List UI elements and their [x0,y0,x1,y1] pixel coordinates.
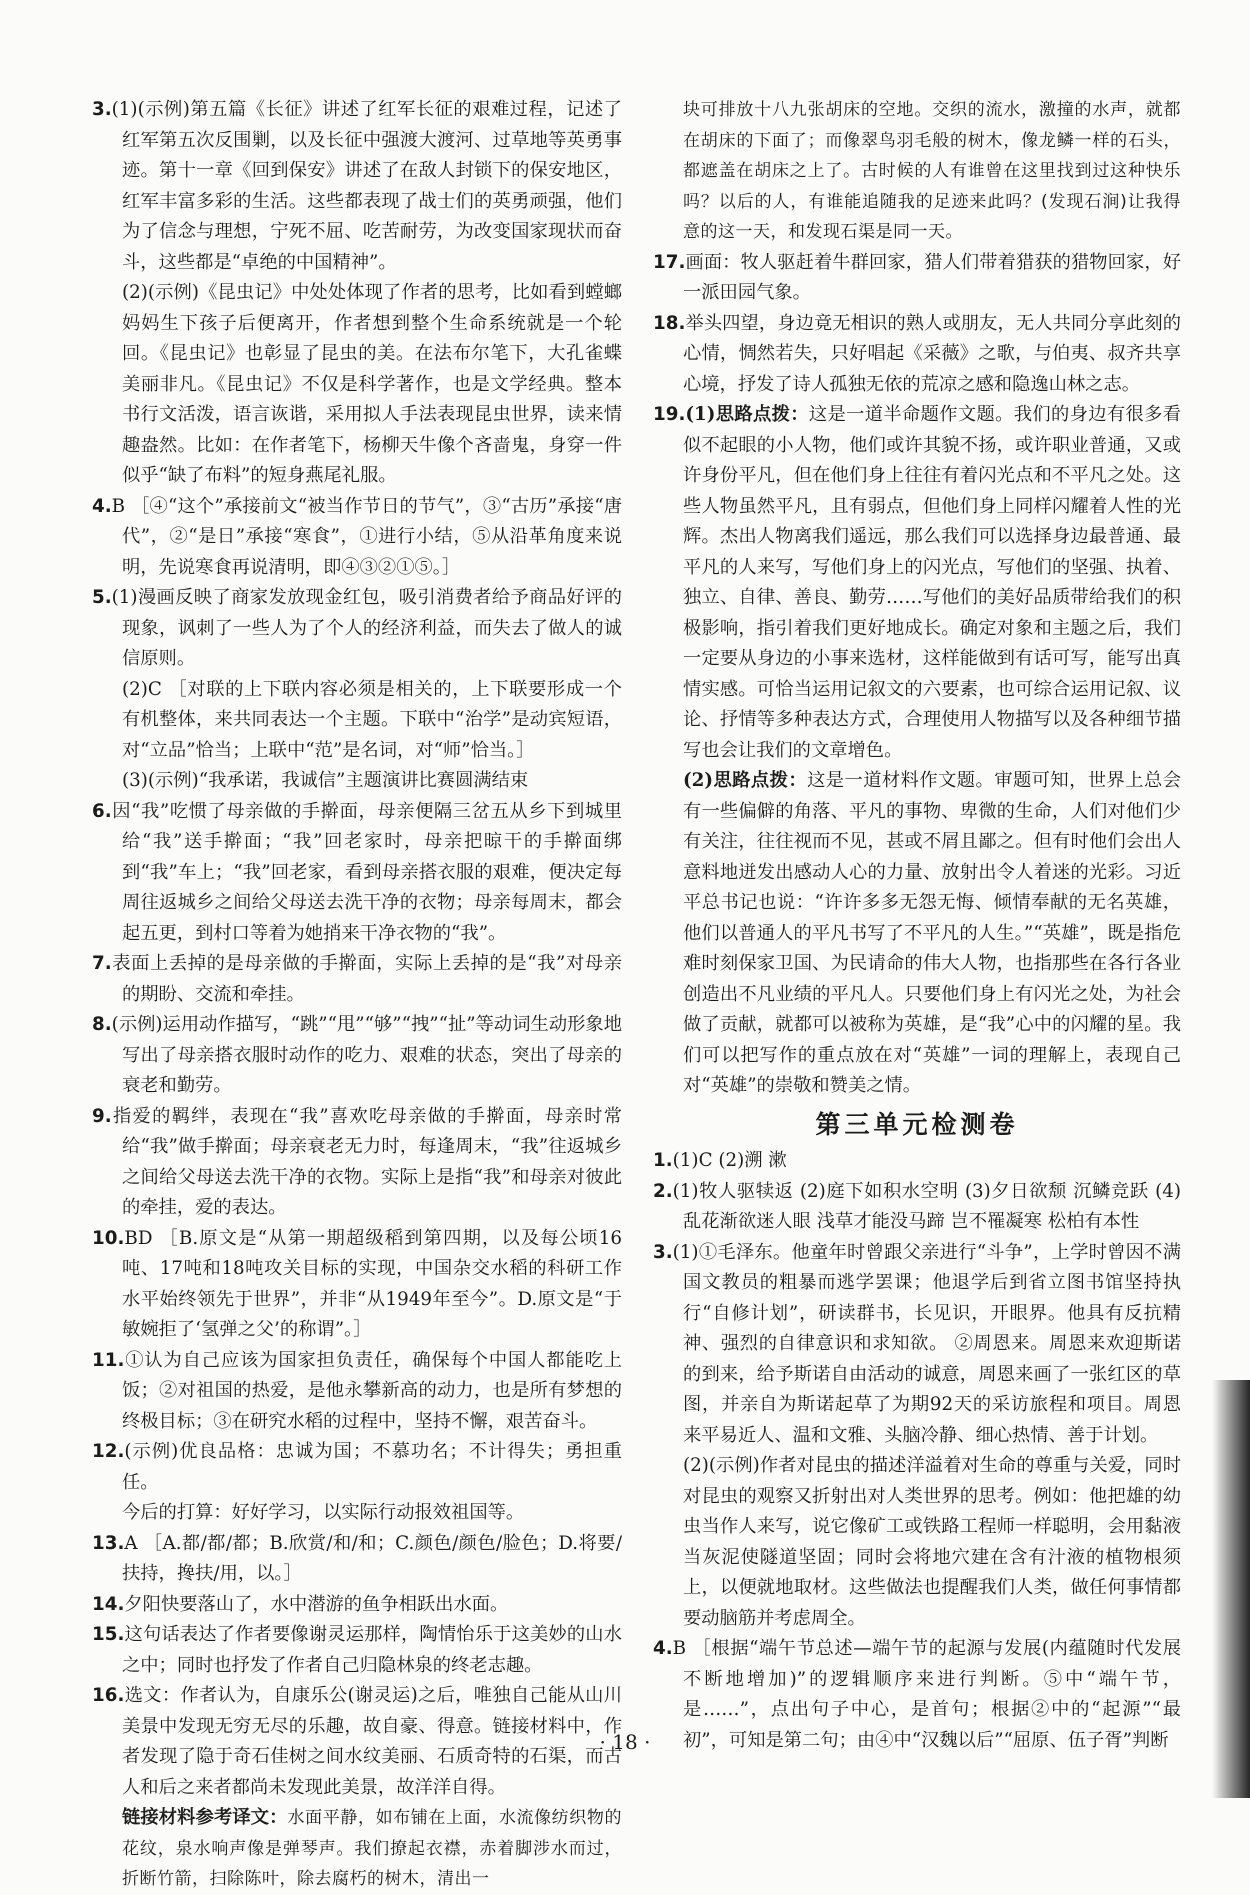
answer-item [653,248,1181,309]
answer-item [92,1346,622,1438]
answer-item [92,766,622,797]
question-number: 4. [653,1638,673,1659]
question-number: 2. [653,1180,673,1202]
translation-text: 块可排放十八九张胡床的空地。交织的流水，激撞的水声，就都在胡床的下面了；而像翠鸟羽毛般的树木，像龙鳞一样的石头，都遮盖在胡床之上了。古时候的人有谁曾在这里找到过这种快乐吗？以后的人，有谁能追随我的足迹来此吗？(发现石涧)让我得意的这一天，和发现石渠是同一天。 [683,100,1181,242]
answer-item [92,797,622,950]
question-number: 1. [653,1150,673,1171]
answer-item [92,492,622,584]
answer-item [653,400,1181,766]
question-number: 11. [92,1349,125,1371]
answer-item [92,1590,622,1621]
answer-text: 选文：作者认为，自康乐公(谢灵运)之后，唯独自己能从山川美景中发现无穷无尽的乐趣，故自豪、得意。链接材料中，作者发现了隐于奇石佳树之间水纹美丽、石质奇特的石渠，而古人和后之来者都尚未发现此美景，故洋洋自得。 [122,1685,622,1798]
answer-text: (1)C (2)溯 漱 [672,1150,787,1171]
answer-text: 指爱的羁绊，表现在“我”喜欢吃母亲做的手擀面，母亲时常给“我”做手擀面；母亲衰老无力时，每逢周末，“我”往返城乡之间给父母送去洗干净的衣物。实际上是指“我”和母亲对彼此的牵挂，爱的表达。 [111,1105,622,1218]
section-title: 第三单元检测卷 [815,1109,1019,1139]
translation-text: 水面平静，如布铺在上面，水流像纺织物的花纹，泉水响声像是弹琴声。我们撩起衣襟，赤着脚涉水而过，折断竹箭，扫除陈叶，除去腐朽的树木，清出一 [122,1808,623,1889]
answer-text: 表面上丢掉的是母亲做的手擀面，实际上丢掉的是“我”对母亲的期盼、交流和牵挂。 [111,953,622,1005]
answer-text: (3)(示例)“我承诺，我诚信”主题演讲比赛圆满结束 [122,770,529,791]
answer-text: (1)(示例)第五篇《长征》讲述了红军长征的艰难过程，记述了红军第五次反围剿，以及长征中强渡大渡河、过草地等英勇事迹。第十一章《回到保安》讲述了在敌人封锁下的保安地区，红军丰富多彩的生活。这些都表现了战士们的英勇顽强，他们为了信念与理想，宁死不屈、吃苦耐劳，为改变国家现状而奋斗，这些都是“卓绝的中国精神”。 [111,99,622,273]
answer-item [92,675,622,767]
answer-text: (2)(示例)《昆虫记》中处处体现了作者的思考，比如看到螳螂妈妈生下孩子后便离开，作者想到整个生命系统就是一个轮回。《昆虫记》也彰显了昆虫的美。在法布尔笔下，大孔雀蝶美丽非凡。《昆虫记》不仅是科学著作，也是文学经典。整本书行文活泼，语言诙谐，采用拟人手法表现昆虫世界，读来情趣盎然。比如：在作者笔下，杨柳天牛像个吝啬鬼，身穿一件似乎“缺了布料”的短身燕尾礼服。 [122,282,622,486]
question-number: 5. [92,587,112,608]
answer-item [92,278,622,492]
question-number: 17. [653,251,686,273]
answer-item [653,1238,1181,1452]
answer-text: 夕阳快要落山了，水中潜游的鱼争相跃出水面。 [124,1593,509,1615]
answer-item [653,95,1181,248]
question-number: 14. [92,1593,125,1615]
answer-item [92,1437,622,1498]
answer-label: (2)思路点拨： [683,770,808,791]
answer-label: 链接材料参考译文： [122,1807,288,1828]
answer-text: 这是一道半命题作文题。我们的身边有很多看似不起眼的小人物，他们或许其貌不扬，或许职业普通，又或许身份平凡，但在他们身上往往有着闪光点和不平凡之处。这些人物虽然平凡，且有弱点，但他们身上同样闪耀着人性的光辉。杰出人物离我们遥远，那么我们可以选择身边最普通、最平凡的人来写，写他们身上的闪光点，写他们的坚强、执着、独立、自律、善良、勤劳……写他们的美好品质带给我们的积极影响，指引着我们更好地成长。确定对象和主题之后，我们一定要从身边的小事来选材，这样能做到有话可写，能写出真情实感。可恰当运用记叙文的六要素，也可综合运用记叙、议论、抒情等多种表达方式，合理使用人物描写以及各种细节描写也会让我们的文章增色。 [683,404,1181,761]
answer-item [653,309,1181,401]
question-number: 8. [92,1014,112,1035]
question-number: 7. [92,953,112,974]
left-column [92,95,622,1895]
answer-item [653,766,1181,1102]
answer-item [92,1498,622,1529]
question-number: 13. [92,1532,125,1554]
answer-item [92,95,622,278]
answer-item [92,1529,622,1590]
answer-item [92,583,622,675]
question-number: 10. [92,1227,125,1249]
answer-text: (1)①毛泽东。他童年时曾跟父亲进行“斗争”，上学时曾因不满国文教员的粗暴而逃学罢课；他退学后到省立图书馆坚持执行“自修计划”，研读群书，长见识，开眼界。他具有反抗精神、强烈的自律意识和求知欲。 ②周恩来。周恩来欢迎斯诺的到来，给予斯诺自由活动的诚意，周恩来画了一张红区的草图，并亲自为斯诺起草了为期92天的采访旅程和项目。周恩来平易近人、温和文雅、头脑冷静、细心热情、善于计划。 [672,1241,1181,1446]
answer-text: 这句话表达了作者要像谢灵运那样，陶情怡乐于这美妙的山水之中；同时也抒发了作者自己归隐林泉的终老志趣。 [122,1624,622,1676]
question-number: 18. [653,312,686,334]
answer-item [653,1146,1181,1177]
answer-item [92,1224,622,1346]
answer-item [92,1102,622,1224]
question-number: 6. [92,800,112,822]
answer-item [92,1010,622,1102]
page-number: · 18 · [599,1730,651,1754]
answer-text: (1)牧人驱犊返 (2)庭下如积水空明 (3)夕日欲颓 沉鳞竞跃 (4)乱花渐欲迷人眼 浅草才能没马蹄 岂不罹凝寒 松柏有本性 [672,1180,1181,1232]
question-number: 4. [92,495,112,517]
answer-text: (示例)运用动作描写，“跳”“甩”“够”“拽”“扯”等动词生动形象地写出了母亲搭衣服时动作的吃力、艰难的状态，突出了母亲的衰老和勤劳。 [111,1014,622,1096]
answer-item [92,949,622,1010]
question-number: 9. [92,1105,112,1127]
answer-text: 因“我”吃惯了母亲做的手擀面，母亲便隔三岔五从乡下到城里给“我”送手擀面；“我”回老家时，母亲把晾干的手擀面绑到“我”车上；“我”回老家，看到母亲搭衣服的艰难，便决定每周往返城乡之间给父母送去洗干净的衣物；母亲每周末，都会起五更，到村口等着为她捎来干净衣物的“我”。 [111,800,622,944]
answer-text: 举头四望，身边竟无相识的熟人或朋友，无人共同分享此刻的心情，惆然若失，只好唱起《采薇》之歌，与伯夷、叔齐共享心境，抒发了诗人孤独无依的荒凉之感和隐逸山林之志。 [683,312,1181,395]
answer-item [653,1177,1181,1238]
question-number: 3. [653,1241,673,1263]
answer-item [92,1620,622,1681]
answer-text: 这是一道材料作文题。审题可知，世界上总会有一些偏僻的角落、平凡的事物、卑微的生命，人们对他们少有关注，往往视而不见，甚或不屑且鄙之。但有时他们会出人意料地迸发出感动人心的力量、放射出令人着迷的光彩。习近平总书记也说：“许许多多无怨无悔、倾情奉献的无名英雄，他们以普通人的平凡书写了不平凡的人生。”“英雄”，既是指危难时刻保家卫国、为民请命的伟大人物，也指那些在各行各业创造出不凡业绩的平凡人。只要他们身上有闪光之处，为社会做了贡献，就都可以被称为英雄，是“我”心中的闪耀的星。我们可以把写作的重点放在对“英雄”一词的理解上，表现自己对“英雄”的崇敬和赞美之情。 [683,770,1181,1096]
question-number: 16. [92,1685,125,1706]
question-number: 3. [92,99,112,120]
answer-item [92,1803,622,1895]
answer-text: B ［④“这个”承接前文“被当作节日的节气”，③“古历”承接“唐代”，②“是日”承接“寒食”，①进行小结，⑤从沿革角度来说明，先说寒食再说清明，即④③②①⑤。］ [111,495,622,578]
answer-text: (2)(示例)作者对昆虫的描述洋溢着对生命的尊重与关爱，同时对昆虫的观察又折射出对人类世界的思考。例如：他把雄的幼虫当作人来写，说它像矿工或铁路工程师一样聪明，会用黏液当灰泥使隧道坚固；同时会将地穴建在含有汁液的植物根须上，以便就地取材。这些做法也提醒我们人类，做任何事情都要动脑筋并考虑周全。 [683,1455,1181,1629]
answer-text: (1)漫画反映了商家发放现金红包，吸引消费者给予商品好评的现象，讽刺了一些人为了个人的经济利益，而失去了做人的诚信原则。 [111,587,622,669]
question-number: 12. [92,1441,125,1462]
answer-text: BD ［B.原文是“从第一期超级稻到第四期，以及每公顷16吨、17吨和18吨攻关目标的实现，中国杂交水稻的科研工作水平始终领先于世界”，并非“从1949年至今”。D.原文是“于敏婉拒了‘氢弹之父’的称谓”。］ [122,1227,622,1340]
answer-item [653,1451,1181,1634]
answer-text: ①认为自己应该为国家担负责任，确保每个中国人都能吃上饭；②对祖国的热爱，是他永攀新高的动力，也是所有梦想的终极目标；③在研究水稻的过程中，坚持不懈，艰苦奋斗。 [122,1349,622,1432]
answer-text: 今后的打算：好好学习，以实际行动报效祖国等。 [122,1502,525,1523]
right-column [653,95,1181,1756]
question-number: 19. [653,404,686,425]
answer-text: (2)C ［对联的上下联内容必须是相关的，上下联要形成一个有机整体，来共同表达一个主题。下联中“治学”是动宾短语，对“立品”恰当；上联中“范”是名词，对“师”恰当。］ [122,678,622,761]
answer-text: 画面：牧人驱赶着牛群回家，猎人们带着猎获的猎物回家，好一派田园气象。 [683,251,1181,303]
answer-text: A ［A.都/都/都；B.欣赏/和/和；C.颜色/颜色/脸色；D.将要/扶持，搀扶/用，以。］ [122,1532,622,1584]
answer-text: B ［根据“端午节总述—端午节的起源与发展(内蕴随时代发展不断地增加)”的逻辑顺序来进行判断。⑤中“端午节，是……”，点出句子中心，是首句；根据②中的“起源”“最初”，可知是第二句；由④中“汉魏以后”“屈原、伍子胥”判断 [672,1638,1181,1751]
answer-label: (1)思路点拨： [685,404,809,425]
question-number: 15. [92,1624,125,1645]
answer-text: (示例)优良品格：忠诚为国；不慕功名；不计得失；勇担重任。 [122,1441,622,1493]
